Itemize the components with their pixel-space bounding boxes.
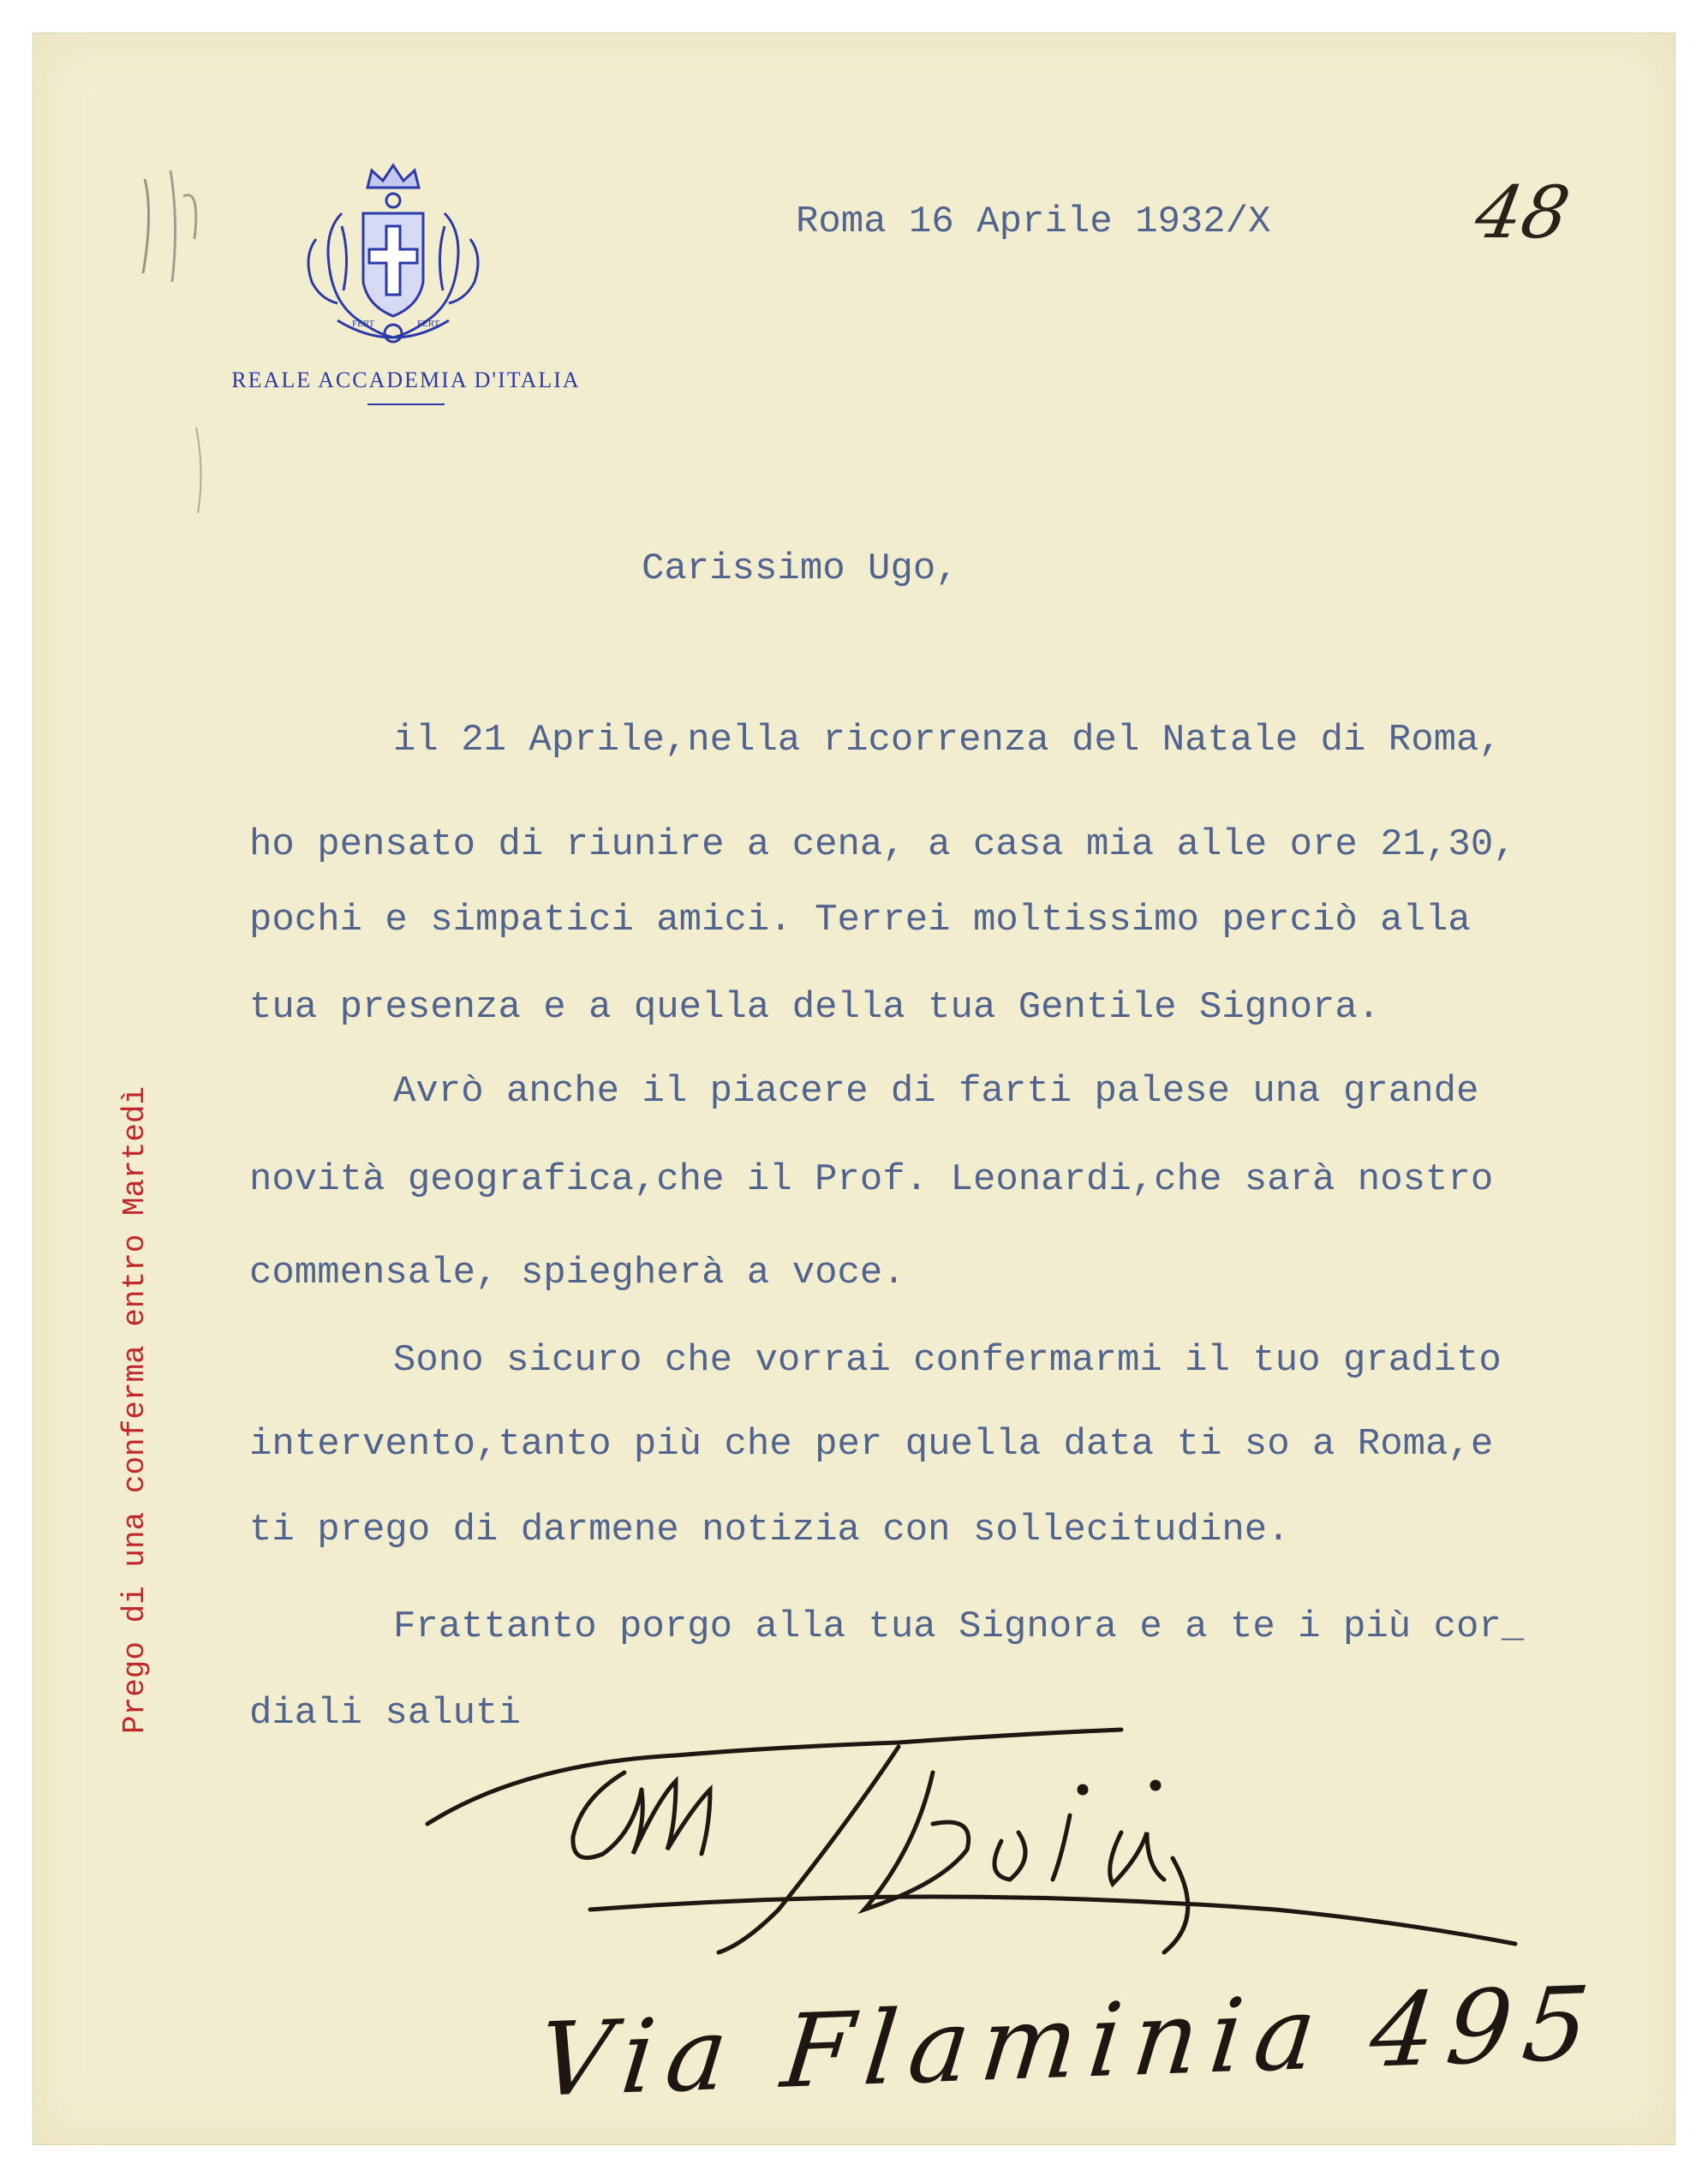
royal-crest-icon — [290, 153, 496, 359]
body-line: commensale, spiegherà a voce. — [249, 1252, 905, 1294]
body-line: novità geografica,che il Prof. Leonardi,che sarà nostro — [249, 1158, 1494, 1201]
body-line: il 21 Aprile,nella ricorrenza del Natale di Roma, — [393, 719, 1502, 762]
dateline: Roma 16 Aprile 1932/X — [796, 200, 1271, 243]
handwritten-number: 48 — [1469, 170, 1576, 254]
body-line: diali saluti — [249, 1692, 521, 1735]
crest-motto-left: FERT — [352, 319, 375, 329]
body-line: pochi e simpatici amici. Terrei moltissimo perciò alla — [249, 899, 1471, 942]
letter-sheet — [33, 33, 1675, 2145]
salutation: Carissimo Ugo, — [642, 547, 959, 590]
body-line: Sono sicuro che vorrai confermarmi il tuo gradito — [393, 1339, 1502, 1382]
body-line: tua presenza e a quella della tua Gentile Signora. — [249, 986, 1381, 1029]
handwritten-address: Via Flaminia 495 — [533, 1964, 1607, 2119]
letterhead-title: REALE ACCADEMIA D'ITALIA — [231, 368, 581, 392]
body-line: Frattanto porgo alla tua Signora e a te i più cor_ — [393, 1605, 1525, 1648]
handwritten-signature — [419, 1695, 1601, 1970]
margin-note: Prego di una conferma entro Martedì — [117, 1085, 152, 1734]
body-line: ho pensato di riunire a cena, a casa mia alle ore 21,30, — [249, 823, 1516, 866]
crest-motto-right: FERT — [417, 319, 440, 329]
pencil-annotation — [119, 145, 239, 539]
letterhead-divider — [367, 404, 445, 405]
body-line: Avrò anche il piacere di farti palese una grande — [393, 1070, 1479, 1113]
body-line: ti prego di darmene notizia con sollecitudine. — [249, 1509, 1290, 1551]
body-line: intervento,tanto più che per quella data ti so a Roma,e — [249, 1423, 1494, 1466]
